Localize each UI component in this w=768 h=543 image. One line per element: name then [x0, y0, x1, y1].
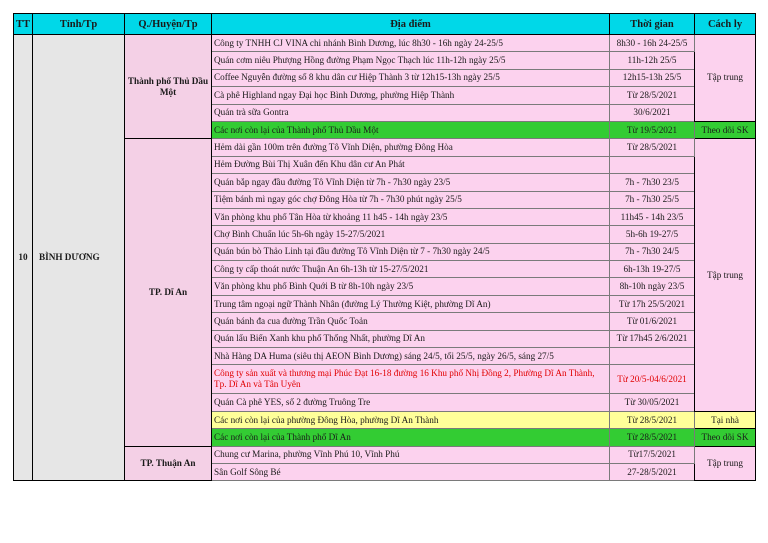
- location-cell: Quán Cà phê YES, số 2 đường Truông Tre: [212, 394, 610, 411]
- location-cell: Các nơi còn lại của Thành phố Thủ Dầu Một: [212, 121, 610, 138]
- isolation-cell: Theo dõi SK: [695, 429, 756, 446]
- location-cell: Quán lẩu Biển Xanh khu phố Thống Nhất, phường Dĩ An: [212, 330, 610, 347]
- time-cell: 8h30 - 16h 24-25/5: [610, 35, 695, 52]
- district-name: TP. Dĩ An: [125, 139, 212, 446]
- location-cell: Công ty cấp thoát nước Thuận An 6h-13h từ 15-27/5/2021: [212, 261, 610, 278]
- header-province: Tỉnh/Tp: [33, 14, 125, 35]
- header-time: Thời gian: [610, 14, 695, 35]
- time-cell: 27-28/5/2021: [610, 463, 695, 480]
- time-cell: 7h - 7h30 25/5: [610, 191, 695, 208]
- time-cell: [610, 156, 695, 173]
- time-cell: Từ 17h 25/5/2021: [610, 295, 695, 312]
- time-cell: Từ 28/5/2021: [610, 429, 695, 446]
- location-cell: Quán bắp ngay đầu đường Tô Vĩnh Diện từ 7h - 7h30 ngày 23/5: [212, 174, 610, 191]
- province-name: BÌNH DƯƠNG: [33, 35, 125, 481]
- district-name: Thành phố Thủ Dầu Một: [125, 35, 212, 139]
- location-cell: Quán cơm niêu Phượng Hồng đường Phạm Ngọc Thạch lúc 11h-12h ngày 25/5: [212, 52, 610, 69]
- location-cell: Quán trà sữa Gontra: [212, 104, 610, 121]
- time-cell: Từ 01/6/2021: [610, 313, 695, 330]
- row-number: 10: [14, 35, 33, 481]
- table-header-row: [14, 14, 756, 35]
- location-cell: Quán bánh đa cua đường Trần Quốc Toản: [212, 313, 610, 330]
- location-cell: Cà phê Highland ngay Đại học Bình Dương, phường Hiệp Thành: [212, 87, 610, 104]
- time-cell: Từ 28/5/2021: [610, 87, 695, 104]
- table-row: [14, 446, 756, 463]
- location-cell: Nhà Hàng DA Huma (siêu thị AEON Bình Dương) sáng 24/5, tối 25/5, ngày 26/5, sáng 27/5: [212, 348, 610, 365]
- isolation-cell: Theo dõi SK: [695, 121, 756, 138]
- location-cell: Văn phòng khu phố Bình Quới B từ 8h-10h ngày 23/5: [212, 278, 610, 295]
- location-cell: Sân Golf Sông Bé: [212, 463, 610, 480]
- location-cell: Công ty TNHH CJ VINA chi nhánh Bình Dương, lúc 8h30 - 16h ngày 24-25/5: [212, 35, 610, 52]
- location-cell: Công ty sản xuất và thương mại Phúc Đạt 16-18 đường 16 Khu phố Nhị Đồng 2, Phường Dĩ An Thành, Tp. Dĩ An và Tân Uyên: [212, 365, 610, 394]
- time-cell: Từ 17h45 2/6/2021: [610, 330, 695, 347]
- time-cell: 6h-13h 19-27/5: [610, 261, 695, 278]
- time-cell: 11h-12h 25/5: [610, 52, 695, 69]
- table-body: [14, 35, 756, 481]
- location-cell: Chợ Bình Chuẩn lúc 5h-6h ngày 15-27/5/2021: [212, 226, 610, 243]
- header-district: Q./Huyện/Tp: [125, 14, 212, 35]
- time-cell: Từ 28/5/2021: [610, 411, 695, 428]
- time-cell: [610, 348, 695, 365]
- location-cell: Các nơi còn lại của Thành phố Dĩ An: [212, 429, 610, 446]
- location-cell: Trung tâm ngoại ngữ Thành Nhân (đường Lý Thường Kiệt, phường Dĩ An): [212, 295, 610, 312]
- isolation-cell: Tại nhà: [695, 411, 756, 428]
- time-cell: Từ 19/5/2021: [610, 121, 695, 138]
- location-cell: Coffee Nguyễn đường số 8 khu dân cư Hiệp Thành 3 từ 12h15-13h ngày 25/5: [212, 69, 610, 86]
- time-cell: 7h - 7h30 24/5: [610, 243, 695, 260]
- isolation-cell: Tập trung: [695, 446, 756, 481]
- time-cell: 12h15-13h 25/5: [610, 69, 695, 86]
- time-cell: 8h-10h ngày 23/5: [610, 278, 695, 295]
- time-cell: Từ17/5/2021: [610, 446, 695, 463]
- time-cell: 11h45 - 14h 23/5: [610, 208, 695, 225]
- time-cell: Từ 28/5/2021: [610, 139, 695, 156]
- table-row: [14, 139, 756, 156]
- time-cell: Từ 20/5-04/6/2021: [610, 365, 695, 394]
- time-cell: 7h - 7h30 23/5: [610, 174, 695, 191]
- exposure-locations-table: [13, 13, 756, 481]
- location-cell: Hẻm dài gần 100m trên đường Tô Vĩnh Diện, phường Đông Hòa: [212, 139, 610, 156]
- location-cell: Tiệm bánh mì ngay góc chợ Đông Hòa từ 7h - 7h30 phút ngày 25/5: [212, 191, 610, 208]
- header-location: Địa điểm: [212, 14, 610, 35]
- location-cell: Quán bún bò Thảo Linh tại đầu đường Tô Vĩnh Diện từ 7 - 7h30 ngày 24/5: [212, 243, 610, 260]
- time-cell: Từ 30/05/2021: [610, 394, 695, 411]
- district-name: TP. Thuận An: [125, 446, 212, 481]
- time-cell: 30/6/2021: [610, 104, 695, 121]
- isolation-cell: Tập trung: [695, 35, 756, 122]
- header-isolation: Cách ly: [695, 14, 756, 35]
- location-cell: Chung cư Marina, phường Vĩnh Phú 10, Vĩnh Phú: [212, 446, 610, 463]
- time-cell: 5h-6h 19-27/5: [610, 226, 695, 243]
- header-tt: TT: [14, 14, 33, 35]
- isolation-cell: Tập trung: [695, 139, 756, 411]
- location-cell: Văn phòng khu phố Tân Hòa từ khoảng 11 h45 - 14h ngày 23/5: [212, 208, 610, 225]
- location-cell: Các nơi còn lại của phường Đông Hòa, phường Dĩ An Thành: [212, 411, 610, 428]
- location-cell: Hẻm Đường Bùi Thị Xuân đến Khu dân cư An Phát: [212, 156, 610, 173]
- table-row: [14, 35, 756, 52]
